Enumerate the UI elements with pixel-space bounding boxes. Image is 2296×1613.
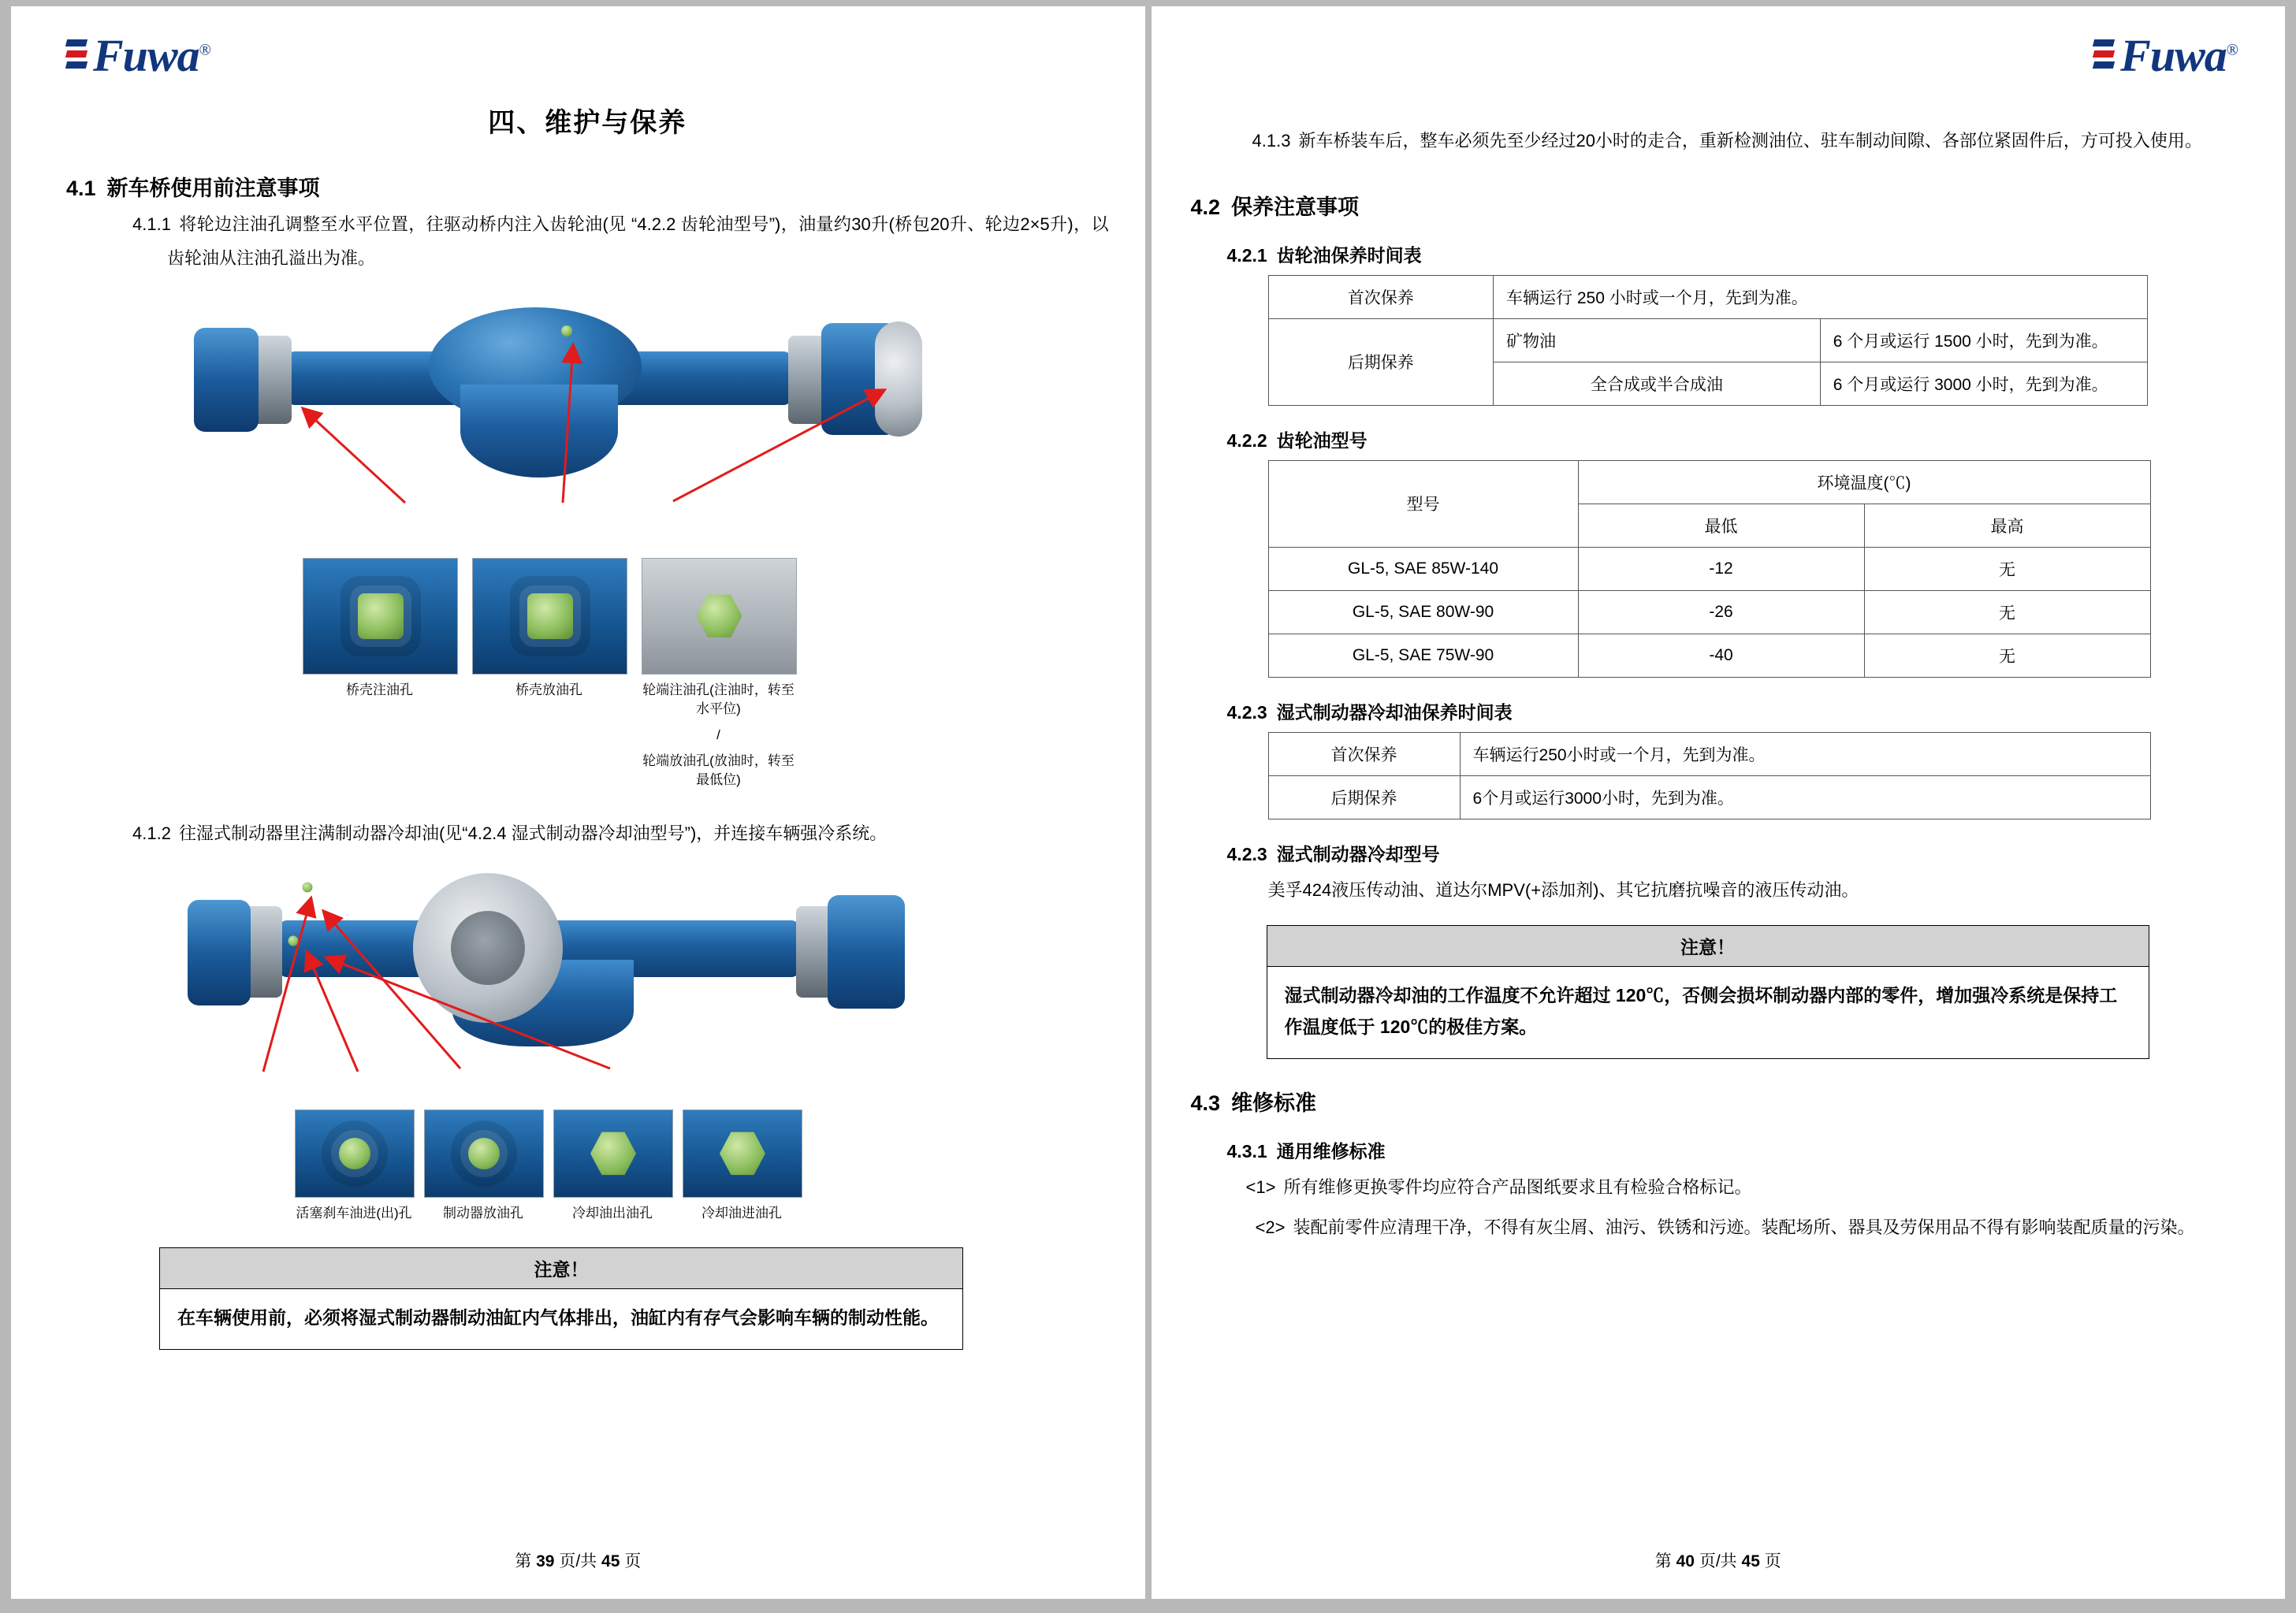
- brand-registered: ®: [199, 41, 210, 59]
- cell-min: -40: [1578, 634, 1864, 677]
- cell-model: GL-5, SAE 75W-90: [1268, 634, 1578, 677]
- figure-1-thumbnails: [303, 558, 1109, 790]
- list-item-2: [1199, 1211, 2249, 1245]
- axle-body-2: [121, 865, 957, 1102]
- paragraph-4-1-1-text: 将轮边注油孔调整至水平位置，往驱动桥内注入齿轮油(见 “4.2.2 齿轮油型号”)，油量约30升(桥包20升、轮边2×5升)，以齿轮油从注油孔溢出为准。: [167, 214, 1109, 268]
- paragraph-4-1-3-number: 4.1.3: [1252, 131, 1291, 151]
- paragraph-brake-oil-types: 美孚424液压传动油、道达尔MPV(+添加剂)、其它抗磨抗噪音的液压传动油。: [1267, 879, 1859, 900]
- paragraph-4-1-1: [66, 208, 1109, 276]
- section-4-2-title: 保养注意事项: [1231, 195, 1360, 219]
- hex-plug-icon: [720, 1131, 765, 1176]
- section-4-2-2-title: 齿轮油型号: [1276, 429, 1368, 451]
- header-ambient-temperature: 环境温度(℃): [1578, 460, 2150, 504]
- table-row: [1268, 275, 2147, 318]
- cell-max: 无: [1864, 634, 2150, 677]
- section-4-2-3-heading: [1199, 698, 2249, 724]
- logo-bars-icon: [66, 35, 87, 76]
- header-min-temp: 最低: [1578, 504, 1864, 547]
- section-4-1-heading: [66, 171, 1109, 202]
- list-item-1-number: <1>: [1245, 1177, 1276, 1198]
- figure-drive-axle-2: [66, 865, 1109, 1224]
- table-brake-cooling-service: [1268, 732, 2151, 820]
- logo-bars-icon: [2093, 35, 2114, 76]
- cell-mineral-oil-label: 矿物油: [1494, 318, 1821, 362]
- notice-title: 注意！: [1267, 926, 2149, 967]
- paragraph-4-1-3: [1199, 125, 2249, 158]
- footer-page-number: 39: [536, 1552, 555, 1570]
- thumbnail-caption: 制动器放油孔: [443, 1205, 523, 1221]
- table-gear-oil-types: [1268, 460, 2151, 678]
- plug-icon: [358, 593, 404, 639]
- port-marker-a: [303, 882, 313, 892]
- section-4-2-heading: [1191, 190, 2249, 221]
- section-4-3-1-number: 4.3.1: [1226, 1141, 1267, 1162]
- brand-registered: ®: [2226, 41, 2238, 59]
- thumbnail-piston-brake-oil-port: [295, 1109, 413, 1224]
- footer-page-number: 40: [1676, 1552, 1695, 1570]
- list-item-2-number: <2>: [1255, 1217, 1286, 1238]
- brand-logo: [66, 30, 210, 81]
- section-4-2-3b-number: 4.2.3: [1226, 843, 1267, 864]
- hex-plug-icon: [697, 593, 742, 639]
- section-4-1-title: 新车桥使用前注意事项: [106, 177, 320, 200]
- thumbnail-cooling-oil-outlet: [553, 1109, 672, 1224]
- brand-logo: [2093, 30, 2238, 81]
- cell-later-service-label: 后期保养: [1268, 775, 1460, 819]
- page-footer-right: [1152, 1548, 2285, 1572]
- footer-total-pages: 45: [1741, 1552, 1760, 1570]
- fill-port-marker: [561, 325, 572, 336]
- chapter-title: 四、维护与保养: [488, 108, 687, 138]
- table-row: [1268, 634, 2150, 677]
- wheel-end-right: [875, 321, 922, 437]
- thumbnail-caption: 活塞刹车油进(出)孔: [296, 1205, 412, 1221]
- figure-drive-axle-1: [66, 290, 1109, 790]
- plug-icon: [339, 1138, 370, 1169]
- section-4-2-2-number: 4.2.2: [1226, 429, 1267, 451]
- wheel-hub-left-2: [188, 900, 251, 1005]
- cell-synthetic-oil-value: 6 个月或运行 3000 小时，先到为准。: [1820, 362, 2147, 405]
- header-model: 型号: [1268, 460, 1578, 547]
- footer-prefix: 第: [1654, 1552, 1672, 1570]
- thumbnail-brake-drain-port: [424, 1109, 542, 1224]
- page-right: [1152, 6, 2285, 1599]
- section-4-2-1-number: 4.2.1: [1226, 244, 1267, 266]
- section-4-2-3-number: 4.2.3: [1226, 701, 1267, 723]
- cell-first-service-label: 首次保养: [1268, 275, 1494, 318]
- thumbnail-caption-slash: /: [716, 727, 720, 743]
- thumbnail-image: [295, 1109, 415, 1198]
- list-item-2-text: 装配前零件应清理干净，不得有灰尘屑、油污、铁锈和污迹。装配场所、器具及劳保用品不得有影响装配质量的污染。: [1293, 1217, 2195, 1238]
- thumbnail-caption: 冷却油进油孔: [701, 1205, 782, 1221]
- section-4-2-2-heading: [1199, 426, 2249, 452]
- section-4-2-1-heading: [1199, 241, 2249, 267]
- list-item-1-text: 所有维修更换零件均应符合产品图纸要求且有检验合格标记。: [1283, 1177, 1752, 1198]
- wheel-hub-left: [194, 328, 259, 432]
- page-left: [11, 6, 1145, 1599]
- thumbnail-image: [642, 558, 797, 675]
- notice-title: 注意！: [160, 1248, 962, 1289]
- cell-first-service-value: 车辆运行250小时或一个月，先到为准。: [1460, 732, 2150, 775]
- paragraph-4-1-2-text: 往湿式制动器里注满制动器冷却油(见“4.2.4 湿式制动器冷却油型号”)，并连接车辆强冷系统。: [178, 823, 888, 843]
- cell-min: -26: [1578, 590, 1864, 634]
- plug-icon: [527, 593, 573, 639]
- paragraph-4-1-1-number: 4.1.1: [132, 214, 171, 234]
- footer-middle: 页/共: [559, 1552, 597, 1570]
- brand-name: Fuwa: [93, 30, 199, 81]
- cell-mineral-oil-value: 6 个月或运行 1500 小时，先到为准。: [1820, 318, 2147, 362]
- table-row: [1268, 318, 2147, 362]
- notice-body: 在车辆使用前，必须将湿式制动器制动油缸内气体排出，油缸内有存气会影响车辆的制动性能。: [177, 1306, 939, 1328]
- axle-body-1: [121, 290, 957, 550]
- thumbnail-image: [553, 1109, 673, 1198]
- cell-max: 无: [1864, 590, 2150, 634]
- footer-total-pages: 45: [601, 1552, 620, 1570]
- hex-plug-icon: [590, 1131, 636, 1176]
- section-4-2-3b-title: 湿式制动器冷却型号: [1276, 843, 1440, 864]
- cell-later-service-label: 后期保养: [1268, 318, 1494, 405]
- footer-suffix: 页: [624, 1552, 642, 1570]
- thumbnail-image: [303, 558, 458, 675]
- thumbnail-wheel-end-port: [642, 558, 795, 790]
- wheel-hub-right-2: [828, 895, 905, 1009]
- thumbnail-caption-line1: 轮端注油孔(注油时，转至水平位): [642, 682, 794, 717]
- port-marker-b: [288, 935, 299, 946]
- cell-model: GL-5, SAE 80W-90: [1268, 590, 1578, 634]
- cell-later-service-value: 6个月或运行3000小时，先到为准。: [1460, 775, 2150, 819]
- figure-2-thumbnails: [295, 1109, 1109, 1224]
- notice-box-left: [159, 1247, 963, 1350]
- footer-prefix: 第: [515, 1552, 532, 1570]
- footer-middle: 页/共: [1699, 1552, 1737, 1570]
- list-item-1: [1199, 1171, 2249, 1205]
- section-4-3-heading: [1191, 1086, 2249, 1117]
- paragraph-4-1-3-text: 新车桥装车后，整车必须先至少经过20小时的走合，重新检测油位、驻车制动间隙、各部位紧固件后，方可投入使用。: [1298, 131, 2202, 151]
- table-row: [1268, 547, 2150, 590]
- cell-first-service-label: 首次保养: [1268, 732, 1460, 775]
- section-4-3-title: 维修标准: [1231, 1091, 1317, 1116]
- section-4-3-1-title: 通用维修标准: [1276, 1141, 1386, 1162]
- table-row: [1268, 732, 2150, 775]
- thumbnail-caption-line2: 轮端放油孔(放油时，转至最低位): [642, 753, 794, 788]
- thumbnail-image: [683, 1109, 802, 1198]
- plug-icon: [468, 1138, 500, 1169]
- cell-first-service-value: 车辆运行 250 小时或一个月，先到为准。: [1494, 275, 2148, 318]
- brand-name: Fuwa: [2120, 30, 2227, 81]
- cell-min: -12: [1578, 547, 1864, 590]
- notice-box-right: [1267, 925, 2149, 1060]
- axle-illustration-2: [121, 865, 957, 1102]
- section-4-2-1-title: 齿轮油保养时间表: [1276, 244, 1422, 266]
- thumbnail-caption: 桥壳注油孔: [346, 682, 413, 697]
- section-4-2-3b-heading: [1199, 840, 2249, 866]
- cell-max: 无: [1864, 547, 2150, 590]
- thumbnail-image: [424, 1109, 544, 1198]
- paragraph-4-1-2: [66, 817, 1109, 851]
- axle-illustration-1: [121, 290, 957, 550]
- section-4-3-number: 4.3: [1190, 1091, 1221, 1116]
- thumbnail-cooling-oil-inlet: [683, 1109, 801, 1224]
- section-4-3-1-heading: [1199, 1137, 2249, 1163]
- table-row: [1268, 775, 2150, 819]
- section-4-2-3-title: 湿式制动器冷却油保养时间表: [1276, 701, 1513, 723]
- cell-model: GL-5, SAE 85W-140: [1268, 547, 1578, 590]
- cell-synthetic-oil-label: 全合成或半合成油: [1494, 362, 1821, 405]
- thumbnail-housing-drain-port: [472, 558, 626, 790]
- thumbnail-caption: 冷却油出油孔: [572, 1205, 653, 1221]
- axle-lower-housing: [460, 385, 618, 478]
- table-oil-service-interval: [1268, 275, 2148, 406]
- section-4-1-number: 4.1: [66, 177, 96, 200]
- thumbnail-housing-fill-port: [303, 558, 456, 790]
- paragraph-4-1-2-number: 4.1.2: [132, 823, 171, 843]
- header-max-temp: 最高: [1864, 504, 2150, 547]
- section-4-2-number: 4.2: [1190, 195, 1221, 219]
- table-header-row: [1268, 460, 2150, 504]
- footer-suffix: 页: [1764, 1552, 1781, 1570]
- page-footer-left: [11, 1548, 1145, 1572]
- notice-body: 湿式制动器冷却油的工作温度不允许超过 120℃，否侧会损坏制动器内部的零件，增加强冷系统是保持工作温度低于 120℃的极佳方案。: [1284, 984, 2118, 1038]
- thumbnail-caption: 桥壳放油孔: [515, 682, 582, 697]
- brake-disc-hub: [451, 911, 525, 985]
- thumbnail-image: [472, 558, 627, 675]
- table-row: [1268, 590, 2150, 634]
